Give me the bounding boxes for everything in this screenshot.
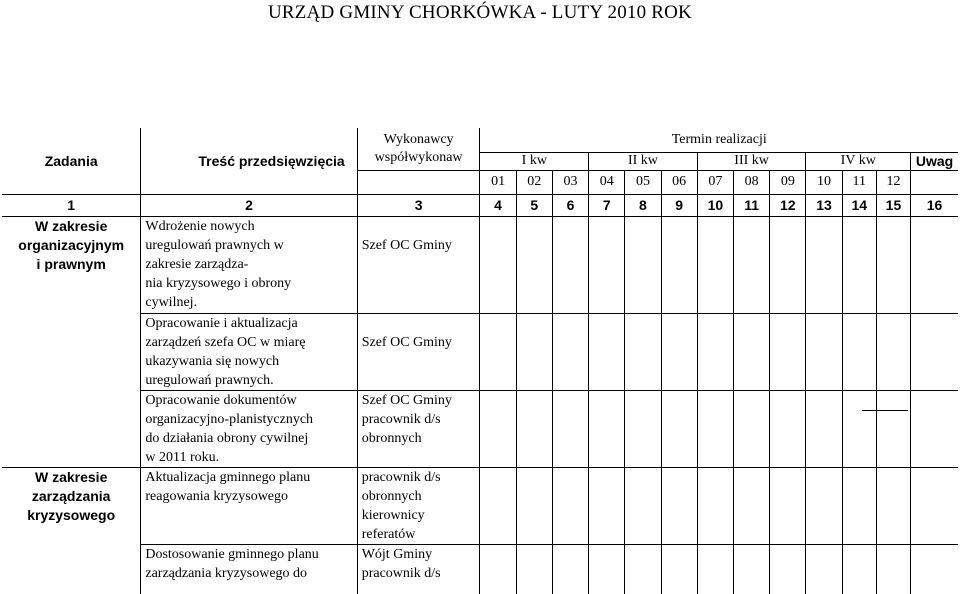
area-label-line: organizacyjnym xyxy=(18,236,125,253)
task-executors: Szef OC Gminy xyxy=(357,313,480,390)
month-cell: 05 xyxy=(625,170,661,194)
area-label-line: W zakresie xyxy=(34,468,108,485)
task-executors: Szef OC Gminy xyxy=(357,216,480,313)
area-label-line: W zakresie xyxy=(34,217,108,234)
header-quarter-1: I kw xyxy=(480,152,589,170)
task-executors: Szef OC Gminy pracownik d/s obronnych xyxy=(357,390,480,467)
header-quarter-2: II kw xyxy=(589,152,698,170)
table-row xyxy=(2,390,958,467)
col-number: 5 xyxy=(516,194,552,216)
task-description: Opracowanie i aktualizacja zarządzeń szefa OC w miarę ukazywania się nowych uregulowań prawnych. xyxy=(141,313,357,390)
header-uwag: Uwag xyxy=(911,152,958,170)
header-wspolwykonawcy: współwykonaw xyxy=(374,149,463,165)
month-cell: 12 xyxy=(876,170,910,194)
month-cell: 04 xyxy=(589,170,625,194)
col-number: 11 xyxy=(734,194,770,216)
page-title: URZĄD GMINY CHORKÓWKA - LUTY 2010 ROK xyxy=(268,2,692,23)
col-number: 8 xyxy=(625,194,661,216)
month-cell: 06 xyxy=(661,170,697,194)
col-number: 13 xyxy=(806,194,842,216)
area-label-line: zarządzania xyxy=(31,487,111,504)
area-crisis xyxy=(2,467,141,544)
table-row xyxy=(2,216,958,313)
col-number: 14 xyxy=(842,194,876,216)
table-row xyxy=(2,544,958,594)
month-cell: 10 xyxy=(806,170,842,194)
col-number: 2 xyxy=(141,194,357,216)
header-wykonawcy xyxy=(357,128,480,170)
table-row xyxy=(2,467,958,544)
month-cell: 01 xyxy=(480,170,516,194)
table-row xyxy=(2,313,958,390)
header-quarter-3: III kw xyxy=(697,152,806,170)
header-wykonawcy-line1: Wykonawcy xyxy=(383,131,454,147)
area-label-line: kryzysowego xyxy=(27,506,116,523)
col-number: 16 xyxy=(911,194,958,216)
col-number: 3 xyxy=(357,194,480,216)
month-cell: 08 xyxy=(734,170,770,194)
task-description: Dostosowanie gminnego planu zarządzania kryzysowego do xyxy=(141,544,357,594)
col-number: 7 xyxy=(589,194,625,216)
header-quarter-4: IV kw xyxy=(806,152,911,170)
task-executors: pracownik d/s obronnych kierownicy referatów xyxy=(357,467,480,544)
task-executors: Wójt Gminy pracownik d/s xyxy=(357,544,480,594)
task-description: Opracowanie dokumentów organizacyjno-planistycznych do działania obrony cywilnej w 2011 roku. xyxy=(141,390,357,467)
col-number: 6 xyxy=(552,194,588,216)
schedule-table xyxy=(2,128,958,594)
col-number: 4 xyxy=(480,194,516,216)
month-cell: 03 xyxy=(552,170,588,194)
month-cell: 09 xyxy=(770,170,806,194)
month-cell: 02 xyxy=(516,170,552,194)
task-description: Aktualizacja gminnego planu reagowania kryzysowego xyxy=(141,467,357,544)
header-zadania: Zadania xyxy=(2,128,141,194)
col-number: 10 xyxy=(697,194,733,216)
task-description: Wdrożenie nowych uregulowań prawnych w zakresie zarządza- nia kryzysowego i obrony cywilnej. xyxy=(141,216,357,313)
month-cell: 07 xyxy=(697,170,733,194)
col-number: 15 xyxy=(876,194,910,216)
timeline-mark xyxy=(862,410,908,411)
area-organizational xyxy=(2,216,141,313)
header-tresc: Treść przedsięwzięcia xyxy=(141,128,357,194)
area-label-line: i prawnym xyxy=(36,255,106,272)
col-number: 12 xyxy=(770,194,806,216)
header-termin: Termin realizacji xyxy=(480,128,958,152)
month-cell: 11 xyxy=(842,170,876,194)
col-number: 9 xyxy=(661,194,697,216)
col-number: 1 xyxy=(2,194,141,216)
